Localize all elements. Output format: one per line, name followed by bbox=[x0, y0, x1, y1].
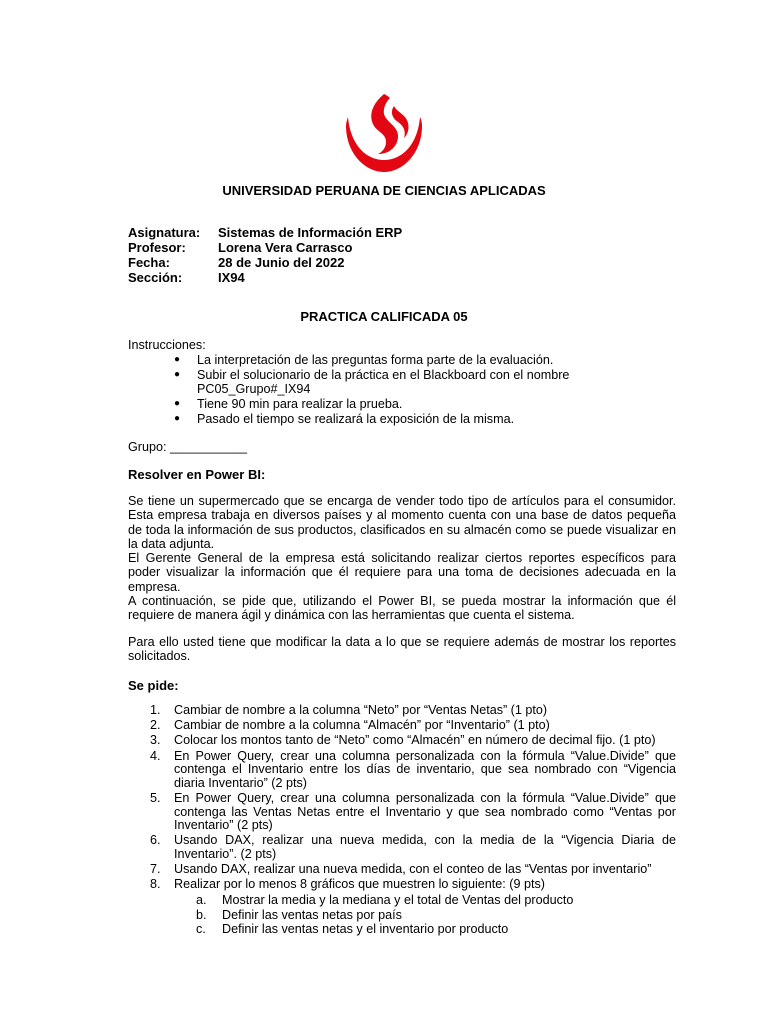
task-item: 2. Cambiar de nombre a la columna “Almacén” por “Inventario” (1 pto) bbox=[150, 718, 550, 733]
task-item: 3. Colocar los montos tanto de “Neto” como “Almacén” en número de decimal fijo. (1 pto) bbox=[150, 733, 656, 748]
subtask-item: c. Definir las ventas netas y el inventario por producto bbox=[196, 921, 509, 936]
problem-statement bbox=[128, 494, 676, 623]
paragraph: El Gerente General de la empresa está solicitando realizar ciertos reportes específicos para poder visualizar la información que él requiere para una toma de decisiones adecuada en la empresa. bbox=[128, 551, 676, 594]
course-value: Sistemas de Información ERP bbox=[218, 225, 403, 240]
paragraph: Se tiene un supermercado que se encarga de vender todo tipo de artículos para el consumidor. Esta empresa trabaja en diversos países y al momento cuenta con una base de datos pequeña de toda la información de sus productos, clasificados en su almacén como se puede visualizar en la data adjunta. bbox=[128, 494, 676, 551]
professor-label: Profesor: bbox=[128, 240, 186, 255]
course-info-row bbox=[128, 225, 402, 240]
course-label: Asignatura: bbox=[128, 225, 201, 240]
paragraph-modify: Para ello usted tiene que modificar la data a lo que se requiere además de mostrar los reportes solicitados. bbox=[128, 635, 676, 664]
date-label: Fecha: bbox=[128, 255, 170, 270]
section-value: IX94 bbox=[218, 270, 245, 285]
instruction-item: ● Tiene 90 min para realizar la prueba. bbox=[174, 397, 403, 412]
bullet-icon: ● bbox=[174, 368, 181, 380]
task-list bbox=[128, 704, 676, 936]
date-value: 28 de Junio del 2022 bbox=[218, 255, 345, 270]
course-info bbox=[128, 225, 402, 285]
task-item: 8. Realizar por lo menos 8 gráficos que muestren lo siguiente: (9 pts) bbox=[150, 877, 545, 892]
resolver-heading: Resolver en Power BI: bbox=[128, 467, 266, 482]
paragraph: A continuación, se pide que, utilizando el Power BI, se pueda mostrar la información que él requiere de manera ágil y dinámica con las herramientas que cuenta el sistema. bbox=[128, 594, 676, 623]
instruction-item: ● La interpretación de las preguntas forma parte de la evaluación. bbox=[174, 352, 554, 367]
task-item: 7. Usando DAX, realizar una nueva medida, con el conteo de las “Ventas por inventario” bbox=[150, 862, 652, 877]
se-pide-heading: Se pide: bbox=[128, 678, 179, 693]
professor-value: Lorena Vera Carrasco bbox=[218, 240, 353, 255]
subtask-item: a. Mostrar la media y la mediana y el total de Ventas del producto bbox=[196, 893, 574, 908]
instruction-item: ● Pasado el tiempo se realizará la exposición de la misma. bbox=[174, 411, 515, 426]
task-item: 1. Cambiar de nombre a la columna “Neto” por “Ventas Netas” (1 pto) bbox=[150, 703, 548, 717]
university-name: UNIVERSIDAD PERUANA DE CIENCIAS APLICADAS bbox=[222, 183, 546, 198]
instructions bbox=[128, 338, 676, 427]
practice-title: PRACTICA CALIFICADA 05 bbox=[300, 309, 468, 324]
subtask-item: b. Definir las ventas netas por país bbox=[196, 907, 402, 922]
task-item: 6. Usando DAX, realizar una nueva medida, con la media de la “Vigencia Diaria de Inventario”. (2 pts) bbox=[150, 833, 676, 861]
instruction-item: ● Subir el solucionario de la práctica en el Blackboard con el nombre PC05_Grupo#_IX94 bbox=[174, 367, 570, 397]
course-info-row bbox=[128, 240, 402, 255]
bullet-icon: ● bbox=[174, 353, 181, 365]
bullet-icon: ● bbox=[174, 412, 181, 424]
group-line: Grupo: ___________ bbox=[128, 440, 248, 454]
task-item: 5. En Power Query, crear una columna personalizada con la fórmula “Value.Divide” que contenga las Ventas Netas entre el Inventario y que sea nombrado como “Ventas por Inventario” (2 pts) bbox=[150, 790, 676, 833]
course-info-row bbox=[128, 270, 402, 285]
task-item: 4. En Power Query, crear una columna personalizada con la fórmula “Value.Divide” que contenga el Inventario entre los días de inventario, que sea nombrado con “Vigencia diaria Inventario” (2 pts) bbox=[150, 748, 676, 790]
section-label: Sección: bbox=[128, 270, 183, 285]
instructions-heading: Instrucciones: bbox=[128, 338, 206, 352]
course-info-row bbox=[128, 255, 402, 270]
bullet-icon: ● bbox=[174, 398, 181, 410]
upc-flame-logo-icon bbox=[342, 92, 426, 174]
